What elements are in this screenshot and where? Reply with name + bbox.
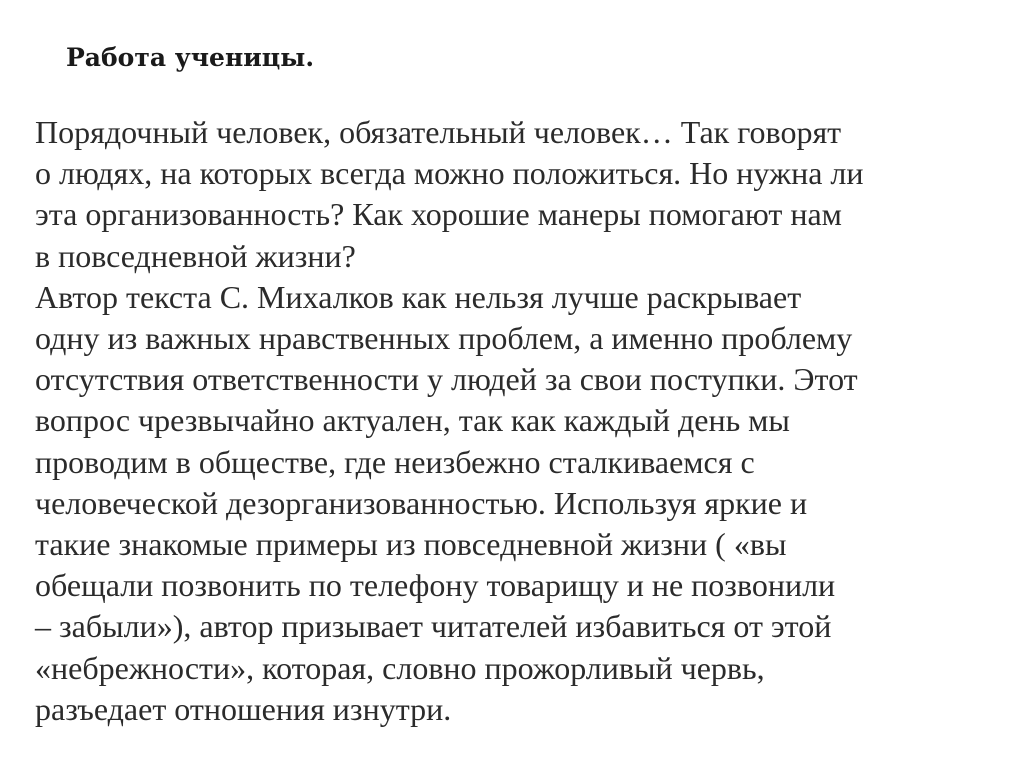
essay-line: в повседневной жизни? (35, 237, 356, 274)
essay-line: о людях, на которых всегда можно положиться. Но нужна ли (35, 155, 864, 192)
essay-line: одну из важных нравственных проблем, а именно проблему (35, 320, 853, 357)
essay-line: человеческой дезорганизованностью. Используя яркие и (35, 484, 808, 521)
essay-line: «небрежности», которая, словно прожорливый червь, (35, 649, 765, 686)
essay-line: эта организованность? Как хорошие манеры помогают нам (35, 196, 842, 233)
essay-line: Автор текста С. Михалков как нельзя лучше раскрывает (35, 278, 802, 315)
slide-title: Работа ученицы. (66, 43, 315, 72)
essay-line: Порядочный человек, обязательный человек… Так говорят (35, 114, 842, 150)
essay-line: проводим в обществе, где неизбежно сталкиваемся с (35, 443, 755, 480)
essay-line: вопрос чрезвычайно актуален, так как каждый день мы (35, 402, 790, 439)
essay-line: отсутствия ответственности у людей за свои поступки. Этот (35, 361, 858, 398)
essay-line: такие знакомые примеры из повседневной жизни ( «вы (35, 526, 787, 563)
essay-line: обещали позвонить по телефону товарищу и не позвонили (35, 567, 836, 604)
essay-line: – забыли»), автор призывает читателей избавиться от этой (35, 608, 832, 645)
essay-line: разъедает отношения изнутри. (35, 690, 452, 727)
essay-text (35, 112, 864, 730)
